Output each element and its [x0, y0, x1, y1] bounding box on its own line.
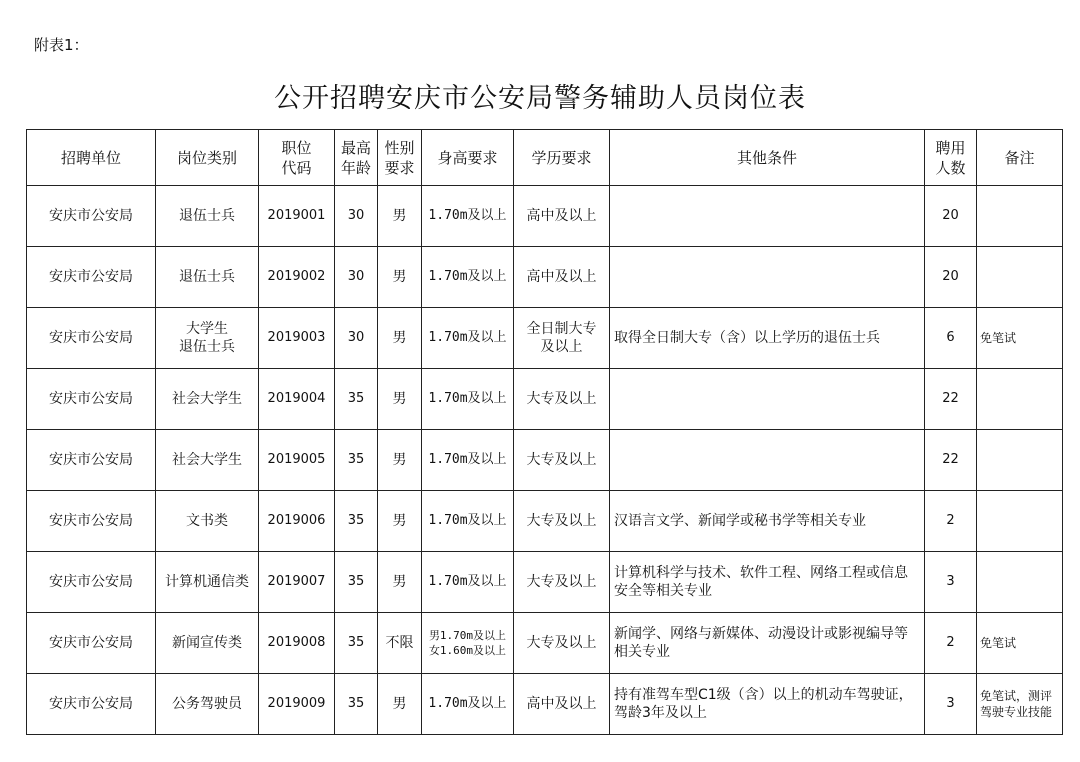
- table-row: [27, 308, 1063, 369]
- cell-category: 退伍士兵: [156, 247, 259, 308]
- cell-unit: 安庆市公安局: [27, 491, 156, 552]
- cell-max-age: 30: [335, 186, 378, 247]
- cell-count: 22: [925, 369, 977, 430]
- table-row: [27, 247, 1063, 308]
- cell-other: [610, 430, 925, 491]
- cell-height: 1.70m及以上: [422, 369, 514, 430]
- cell-education: 大专及以上: [514, 491, 610, 552]
- cell-code: 2019002: [259, 247, 335, 308]
- cell-note: [977, 186, 1063, 247]
- cell-code: 2019004: [259, 369, 335, 430]
- cell-unit: 安庆市公安局: [27, 613, 156, 674]
- table-row: [27, 491, 1063, 552]
- cell-unit: 安庆市公安局: [27, 552, 156, 613]
- cell-code: 2019006: [259, 491, 335, 552]
- cell-education: 大专及以上: [514, 369, 610, 430]
- cell-category: 文书类: [156, 491, 259, 552]
- cell-gender: 男: [378, 308, 422, 369]
- cell-category: 社会大学生: [156, 369, 259, 430]
- cell-other: [610, 247, 925, 308]
- cell-count: 20: [925, 186, 977, 247]
- header-code: 职位 代码: [259, 130, 335, 186]
- cell-count: 2: [925, 613, 977, 674]
- header-other: 其他条件: [610, 130, 925, 186]
- cell-unit: 安庆市公安局: [27, 430, 156, 491]
- cell-note: [977, 430, 1063, 491]
- cell-gender: 男: [378, 430, 422, 491]
- cell-gender: 男: [378, 247, 422, 308]
- cell-note: [977, 247, 1063, 308]
- cell-code: 2019008: [259, 613, 335, 674]
- cell-category: 退伍士兵: [156, 186, 259, 247]
- cell-category: 公务驾驶员: [156, 674, 259, 735]
- cell-count: 22: [925, 430, 977, 491]
- cell-max-age: 35: [335, 369, 378, 430]
- cell-unit: 安庆市公安局: [27, 369, 156, 430]
- cell-other: 取得全日制大专（含）以上学历的退伍士兵: [610, 308, 925, 369]
- cell-education: 大专及以上: [514, 430, 610, 491]
- cell-max-age: 35: [335, 613, 378, 674]
- cell-other: 计算机科学与技术、软件工程、网络工程或信息安全等相关专业: [610, 552, 925, 613]
- page-title: 公开招聘安庆市公安局警务辅助人员岗位表: [274, 83, 806, 114]
- cell-height: 1.70m及以上: [422, 552, 514, 613]
- cell-max-age: 35: [335, 491, 378, 552]
- cell-height: 1.70m及以上: [422, 186, 514, 247]
- cell-code: 2019005: [259, 430, 335, 491]
- header-row: [27, 130, 1063, 186]
- cell-education: 大专及以上: [514, 552, 610, 613]
- table-row: [27, 552, 1063, 613]
- cell-note: [977, 369, 1063, 430]
- cell-count: 20: [925, 247, 977, 308]
- cell-other: [610, 186, 925, 247]
- cell-unit: 安庆市公安局: [27, 674, 156, 735]
- cell-max-age: 30: [335, 247, 378, 308]
- cell-gender: 男: [378, 491, 422, 552]
- cell-count: 3: [925, 552, 977, 613]
- cell-education: 高中及以上: [514, 247, 610, 308]
- cell-other: 新闻学、网络与新媒体、动漫设计或影视编导等相关专业: [610, 613, 925, 674]
- cell-category: 社会大学生: [156, 430, 259, 491]
- cell-gender: 不限: [378, 613, 422, 674]
- cell-gender: 男: [378, 552, 422, 613]
- cell-gender: 男: [378, 674, 422, 735]
- header-height: 身高要求: [422, 130, 514, 186]
- header-note: 备注: [977, 130, 1063, 186]
- cell-count: 2: [925, 491, 977, 552]
- cell-note: [977, 491, 1063, 552]
- cell-gender: 男: [378, 186, 422, 247]
- table-row: [27, 186, 1063, 247]
- cell-height: 1.70m及以上: [422, 674, 514, 735]
- cell-note: 免笔试，测评驾驶专业技能: [977, 674, 1063, 735]
- cell-education: 大专及以上: [514, 613, 610, 674]
- cell-note: 免笔试: [977, 613, 1063, 674]
- cell-height: 1.70m及以上: [422, 247, 514, 308]
- cell-height: 1.70m及以上: [422, 430, 514, 491]
- cell-count: 6: [925, 308, 977, 369]
- cell-education: 高中及以上: [514, 674, 610, 735]
- cell-height: 1.70m及以上: [422, 491, 514, 552]
- cell-unit: 安庆市公安局: [27, 186, 156, 247]
- cell-gender: 男: [378, 369, 422, 430]
- cell-code: 2019003: [259, 308, 335, 369]
- cell-category: 计算机通信类: [156, 552, 259, 613]
- cell-education: 高中及以上: [514, 186, 610, 247]
- cell-max-age: 30: [335, 308, 378, 369]
- cell-code: 2019009: [259, 674, 335, 735]
- cell-other: [610, 369, 925, 430]
- cell-code: 2019001: [259, 186, 335, 247]
- cell-unit: 安庆市公安局: [27, 308, 156, 369]
- cell-note: 免笔试: [977, 308, 1063, 369]
- header-unit: 招聘单位: [27, 130, 156, 186]
- cell-category: 新闻宣传类: [156, 613, 259, 674]
- cell-other: 持有准驾车型C1级（含）以上的机动车驾驶证，驾龄3年及以上: [610, 674, 925, 735]
- cell-unit: 安庆市公安局: [27, 247, 156, 308]
- header-max-age: 最高 年龄: [335, 130, 378, 186]
- table-row: [27, 674, 1063, 735]
- table-row: [27, 369, 1063, 430]
- appendix-label: 附表1：: [34, 36, 89, 54]
- cell-count: 3: [925, 674, 977, 735]
- cell-other: 汉语言文学、新闻学或秘书学等相关专业: [610, 491, 925, 552]
- table-row: [27, 613, 1063, 674]
- cell-note: [977, 552, 1063, 613]
- header-gender: 性别 要求: [378, 130, 422, 186]
- positions-table: [26, 129, 1063, 735]
- cell-height: 男1.70m及以上 女1.60m及以上: [422, 613, 514, 674]
- cell-height: 1.70m及以上: [422, 308, 514, 369]
- cell-max-age: 35: [335, 674, 378, 735]
- cell-max-age: 35: [335, 552, 378, 613]
- table-row: [27, 430, 1063, 491]
- cell-max-age: 35: [335, 430, 378, 491]
- cell-education: 全日制大专 及以上: [514, 308, 610, 369]
- cell-category: 大学生 退伍士兵: [156, 308, 259, 369]
- cell-code: 2019007: [259, 552, 335, 613]
- header-education: 学历要求: [514, 130, 610, 186]
- header-category: 岗位类别: [156, 130, 259, 186]
- header-count: 聘用 人数: [925, 130, 977, 186]
